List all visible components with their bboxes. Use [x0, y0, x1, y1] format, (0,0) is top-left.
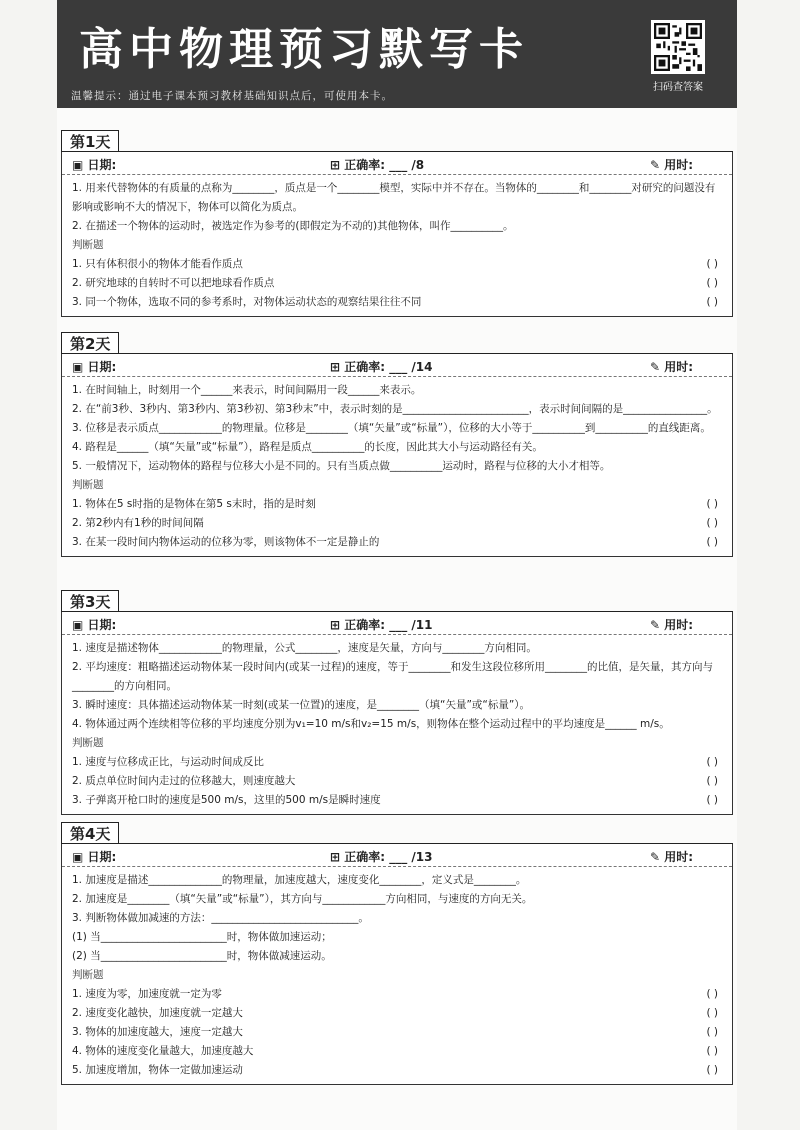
time-field[interactable]: ✎ 用时: [650, 158, 694, 172]
day-card [61, 844, 733, 1085]
judge-item: 2. 质点单位时间内走过的位移越大，则速度越大 ( ) [72, 772, 722, 791]
time-field[interactable]: ✎ 用时: [650, 360, 694, 374]
judge-item: 1. 速度与位移成正比，与运动时间成反比 ( ) [72, 753, 722, 772]
question: 4. 路程是______（填“矢量”或“标量”），路程是质点__________的长度，因此其大小与运动路径有关。 [72, 441, 543, 453]
qr-label: 扫码查答案 [653, 82, 703, 93]
date-field[interactable]: ▣ 日期: [72, 850, 117, 864]
judge-heading: 判断题 [72, 239, 104, 251]
question: 5. 一般情况下，运动物体的路程与位移大小是不同的。只有当质点做__________运动时，路程与位移的大小才相等。 [72, 460, 611, 472]
meta-row [62, 152, 732, 175]
judge-item: 2. 研究地球的自转时不可以把地球看作质点 ( ) [72, 274, 722, 293]
answer-blank[interactable]: ( ) [706, 1064, 718, 1076]
day-title: 第2天 [61, 332, 119, 355]
answer-blank[interactable]: ( ) [706, 536, 718, 548]
title-banner [57, 0, 737, 108]
judge-item: 3. 物体的加速度越大，速度一定越大 ( ) [72, 1023, 722, 1042]
question: 3. 判断物体做加减速的方法：____________________________。 [72, 912, 369, 924]
judge-item: 5. 加速度增加，物体一定做加速运动 ( ) [72, 1061, 722, 1080]
judge-item: 3. 在某一段时间内物体运动的位移为零，则该物体不一定是静止的 ( ) [72, 533, 722, 552]
answer-blank[interactable]: ( ) [706, 296, 718, 308]
answer-blank[interactable]: ( ) [706, 988, 718, 1000]
judge-heading: 判断题 [72, 737, 104, 749]
day-card [61, 354, 733, 557]
judge-item: 4. 物体的速度变化量越大，加速度越大 ( ) [72, 1042, 722, 1061]
day-card [61, 152, 733, 317]
meta-row [62, 612, 732, 635]
question: 4. 物体通过两个连续相等位移的平均速度分别为v₁=10 m/s和v₂=15 m/s，则物体在整个运动过程中的平均速度是______ m/s。 [72, 718, 670, 730]
question: 2. 平均速度：粗略描述运动物体某一段时间内(或某一过程)的速度，等于________和发生这段位移所用________的比值，是矢量，其方向与________的方向相同。 [72, 661, 714, 692]
day-title: 第1天 [61, 130, 119, 153]
answer-blank[interactable]: ( ) [706, 498, 718, 510]
date-field[interactable]: ▣ 日期: [72, 158, 117, 172]
accuracy-field[interactable]: ⊞ 正确率: ___ /14 [330, 360, 433, 374]
answer-blank[interactable]: ( ) [706, 1026, 718, 1038]
question: (1) 当________________________时，物体做加速运动； [72, 931, 332, 943]
judge-item: 2. 第2秒内有1秒的时间间隔 ( ) [72, 514, 722, 533]
date-field[interactable]: ▣ 日期: [72, 360, 117, 374]
answer-blank[interactable]: ( ) [706, 258, 718, 270]
judge-item: 1. 速度为零，加速度就一定为零 ( ) [72, 985, 722, 1004]
answer-blank[interactable]: ( ) [706, 1007, 718, 1019]
judge-item: 2. 速度变化越快，加速度就一定越大 ( ) [72, 1004, 722, 1023]
judge-heading: 判断题 [72, 479, 104, 491]
answer-blank[interactable]: ( ) [706, 756, 718, 768]
accuracy-field[interactable]: ⊞ 正确率: ___ /8 [330, 158, 425, 172]
accuracy-field[interactable]: ⊞ 正确率: ___ /13 [330, 850, 433, 864]
question: 2. 在描述一个物体的运动时，被选定作为参考的(即假定为不动的)其他物体，叫作__________。 [72, 220, 514, 232]
time-field[interactable]: ✎ 用时: [650, 850, 694, 864]
time-field[interactable]: ✎ 用时: [650, 618, 694, 632]
question: 1. 加速度是描述______________的物理量，加速度越大，速度变化________，定义式是________。 [72, 874, 527, 886]
answer-blank[interactable]: ( ) [706, 277, 718, 289]
day-title: 第3天 [61, 590, 119, 613]
question: 3. 位移是表示质点____________的物理量。位移是________（填“矢量”或“标量”），位移的大小等于__________到__________的直线距离。 [72, 422, 711, 434]
meta-row [62, 844, 732, 867]
question: 2. 在“前3秒、3秒内、第3秒内、第3秒初、第3秒末”中，表示时刻的是________________________，表示时间间隔的是________________。 [72, 403, 718, 415]
question: 3. 瞬时速度：具体描述运动物体某一时刻(或某一位置)的速度，是________（填“矢量”或“标量”）。 [72, 699, 531, 711]
question: 1. 在时间轴上，时刻用一个______来表示，时间间隔用一段______来表示。 [72, 384, 422, 396]
hint-text: 温馨提示：通过电子课本预习教材基础知识点后，可使用本卡。 [71, 90, 393, 102]
judge-item: 1. 只有体积很小的物体才能看作质点 ( ) [72, 255, 722, 274]
question: 1. 速度是描述物体____________的物理量，公式________，速度是矢量，方向与________方向相同。 [72, 642, 537, 654]
day-title: 第4天 [61, 822, 119, 845]
worksheet-page [57, 0, 737, 1130]
meta-row [62, 354, 732, 377]
qr-code-icon[interactable] [651, 20, 705, 74]
day-card [61, 612, 733, 815]
question: 2. 加速度是________（填“矢量”或“标量”），其方向与____________方向相同，与速度的方向无关。 [72, 893, 533, 905]
date-field[interactable]: ▣ 日期: [72, 618, 117, 632]
judge-heading: 判断题 [72, 969, 104, 981]
page-title: 高中物理预习默写卡 [79, 24, 529, 75]
question: 1. 用来代替物体的有质量的点称为________，质点是一个________模型，实际中并不存在。当物体的________和________对研究的问题没有影响或影响不大的情况下，物体可以简化为质点。 [72, 182, 716, 213]
judge-item: 3. 同一个物体，选取不同的参考系时，对物体运动状态的观察结果往往不同 ( ) [72, 293, 722, 312]
judge-item: 1. 物体在5 s时指的是物体在第5 s末时，指的是时刻 ( ) [72, 495, 722, 514]
accuracy-field[interactable]: ⊞ 正确率: ___ /11 [330, 618, 433, 632]
answer-blank[interactable]: ( ) [706, 775, 718, 787]
answer-blank[interactable]: ( ) [706, 517, 718, 529]
answer-blank[interactable]: ( ) [706, 794, 718, 806]
judge-item: 3. 子弹离开枪口时的速度是500 m/s，这里的500 m/s是瞬时速度 ( ) [72, 791, 722, 810]
question: (2) 当________________________时，物体做减速运动。 [72, 950, 332, 962]
answer-blank[interactable]: ( ) [706, 1045, 718, 1057]
